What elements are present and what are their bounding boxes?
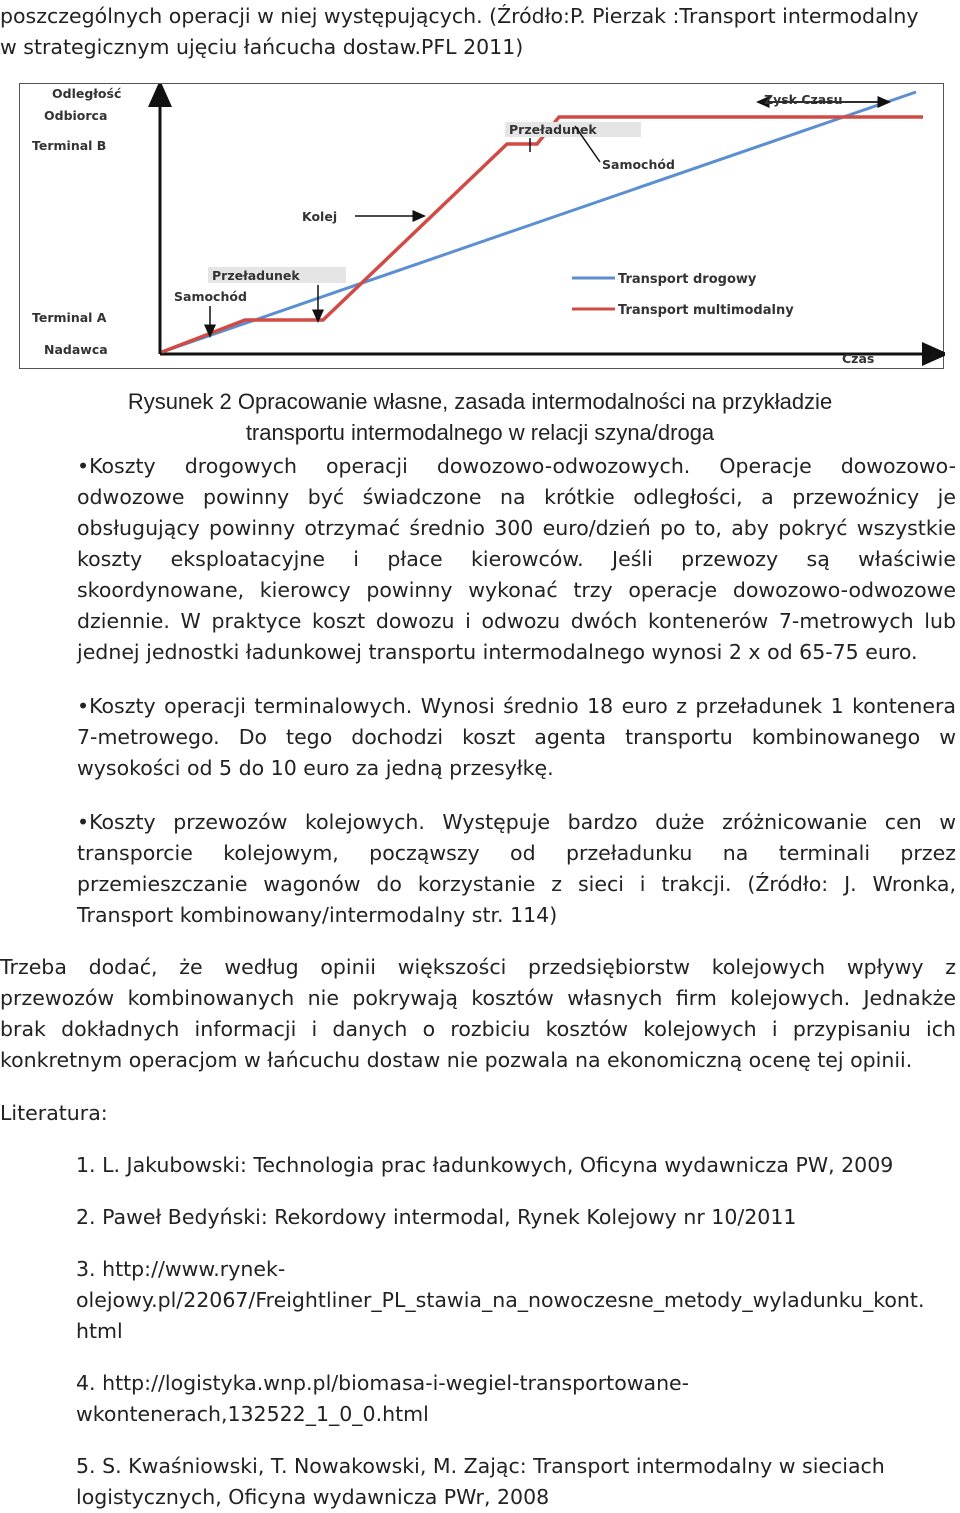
intro-line: poszczególnych operacji w niej występujących. (Źródło:P. Pierzak :Transport intermodalny [0, 4, 919, 28]
paragraph-line: brak dokładnych informacji i danych o rozbiciu kosztów kolejowych i przypisaniu ich [0, 1017, 956, 1041]
literature-item[interactable]: html [76, 1319, 123, 1343]
y-label-distance: Odległość [52, 86, 122, 101]
bullet-line: dziennie. W praktyce koszt dowozu i odwozu dwóch kontenerów 7-metrowych lub [77, 609, 956, 633]
literature-item: 1. L. Jakubowski: Technologia prac ładunkowych, Oficyna wydawnicza PW, 2009 [76, 1153, 894, 1177]
legend-road-label: Transport drogowy [618, 272, 757, 287]
bullet-line: 7-metrowego. Do tego dochodzi koszt agenta transportu kombinowanego w [77, 725, 956, 749]
label-truck-upper: Samochód [602, 157, 675, 172]
literature-heading: Literatura: [0, 1101, 108, 1125]
label-truck-lower: Samochód [174, 289, 247, 304]
literature-item[interactable]: 4. http://logistyka.wnp.pl/biomasa-i-wegiel-transportowane- [76, 1371, 690, 1395]
label-rail: Kolej [302, 209, 338, 224]
bullet-line: przemieszczanie wagonów do korzystanie z sieci i trakcji. (Źródło: J. Wronka, [77, 872, 956, 896]
y-label-sender: Nadawca [44, 342, 108, 357]
bullet-line: Transport kombinowany/intermodalny str. 114) [77, 903, 558, 927]
paragraph-line: Trzeba dodać, że według opinii większości przedsiębiorstw kolejowych wpływy z [0, 955, 956, 979]
y-label-terminal-b: Terminal B [32, 138, 107, 153]
literature-item[interactable]: wkontenerach,132522_1_0_0.html [76, 1402, 429, 1426]
bullet-line: wysokości od 5 do 10 euro za jedną przesyłkę. [77, 756, 554, 780]
literature-item[interactable]: olejowy.pl/22067/Freightliner_PL_stawia_na_nowoczesne_metody_wyladunku_kont. [76, 1288, 925, 1312]
literature-item: logistycznych, Oficyna wydawnicza PWr, 2008 [76, 1485, 550, 1509]
label-transshipment-upper: Przeładunek [509, 122, 597, 137]
paragraph-line: przewozów kombinowanych nie pokrywają kosztów własnych firm kolejowych. Jednakże [0, 986, 956, 1010]
y-label-terminal-a: Terminal A [32, 310, 107, 325]
y-label-recipient: Odbiorca [44, 108, 108, 123]
literature-item: 2. Paweł Bedyński: Rekordowy intermodal, Rynek Kolejowy nr 10/2011 [76, 1205, 797, 1229]
x-label-time: Czas [842, 351, 875, 366]
bullet-line: skoordynowane, kierowcy powinny wykonać trzy operacje dowozowo-odwozowe [77, 578, 956, 602]
bullet-line: •Koszty przewozów kolejowych. Występuje bardzo duże zróżnicowanie cen w [77, 810, 956, 834]
bullet-line: koszty eksploatacyjne i płace kierowców. Jeśli przewozy są właściwie [77, 547, 956, 571]
figure-caption-line: Rysunek 2 Opracowanie własne, zasada intermodalności na przykładzie [127, 389, 833, 414]
diagram-svg [20, 84, 945, 370]
bullet-line: obsługujący powinny otrzymać średnio 300 euro/dzień po to, aby pokryć wszystkie [77, 516, 956, 540]
bullet-line: •Koszty operacji terminalowych. Wynosi średnio 18 euro z przeładunek 1 kontenera [77, 694, 956, 718]
literature-item: 5. S. Kwaśniowski, T. Nowakowski, M. Zając: Transport intermodalny w sieciach [76, 1454, 885, 1478]
bullet-line: transporcie kolejowym, począwszy od przeładunku na terminali przez [77, 841, 956, 865]
paragraph-line: konkretnym operacjom w łańcuchu dostaw nie pozwala na ekonomiczną ocenę tej opinii. [0, 1048, 913, 1072]
intro-line: w strategicznym ujęciu łańcucha dostaw.PFL 2011) [0, 35, 524, 59]
label-time-gain: Zysk Czasu [764, 92, 843, 107]
legend-multimodal-label: Transport multimodalny [618, 303, 794, 318]
figure-caption-line: transportu intermodalnego w relacji szyna/droga [245, 420, 715, 445]
literature-item[interactable]: 3. http://www.rynek- [76, 1257, 286, 1281]
label-transshipment-lower: Przeładunek [212, 268, 300, 283]
bullet-line: jednej jednostki ładunkowej transportu intermodalnego wynosi 2 x od 65-75 euro. [77, 640, 918, 664]
intermodal-diagram [19, 83, 944, 369]
series-multimodal-line [162, 117, 923, 352]
bullet-line: odwozowe powinny być świadczone na krótkie odległości, a przewoźnicy je [77, 485, 956, 509]
bullet-line: •Koszty drogowych operacji dowozowo-odwozowych. Operacje dowozowo- [77, 454, 956, 478]
